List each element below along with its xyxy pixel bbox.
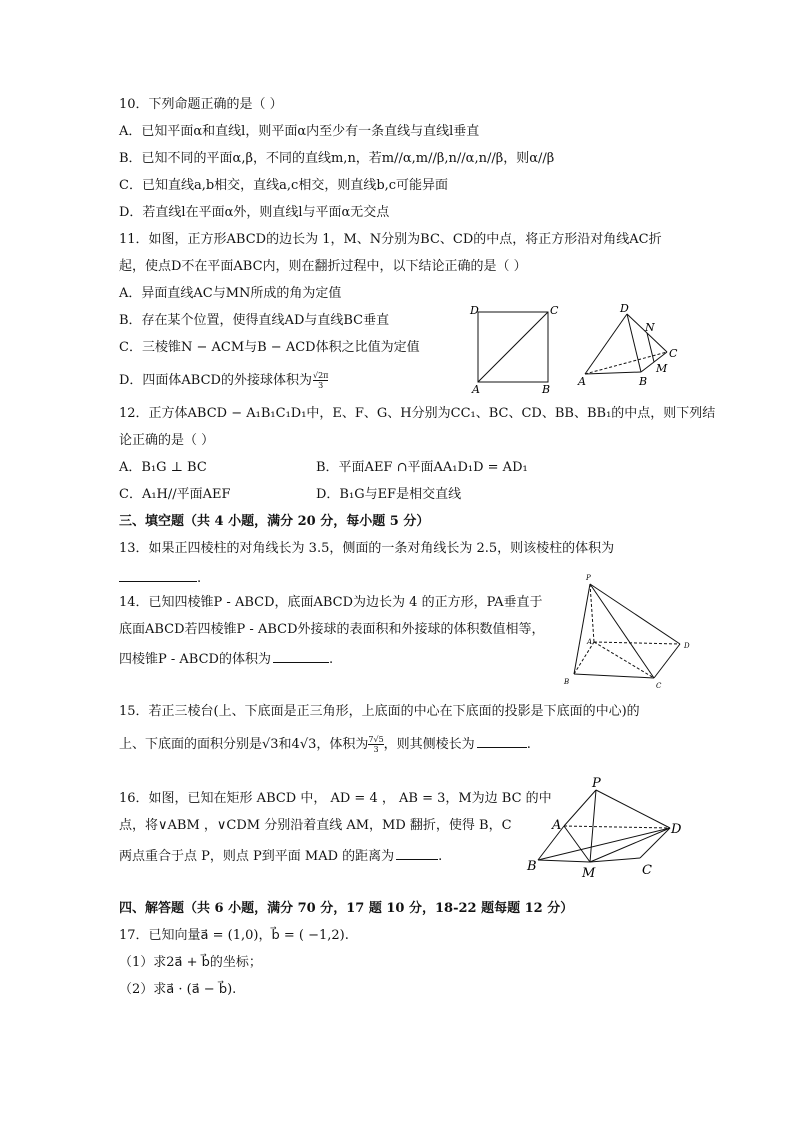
q15-line2-post: ，则其侧棱长为	[383, 737, 475, 752]
q13-stem: 13．如果正四棱柱的对角线长为 3.5，侧面的一条对角线长为 2.5，则该棱柱的体积为	[119, 541, 615, 556]
label-b: B	[542, 383, 551, 396]
q12-stem-line1: 12．正方体ABCD − A₁B₁C₁D₁中，E、F、G、H分别为CC₁、BC、CD、BB、BB₁的中点，则下列结	[119, 406, 716, 421]
q11-square-figure	[470, 302, 560, 394]
label-p: P	[586, 574, 591, 582]
q11-fraction-denominator: 3	[318, 381, 324, 390]
label-c: C	[642, 863, 652, 878]
section-fill-in-heading: 三、填空题（共 4 小题，满分 20 分，每小题 5 分）	[119, 514, 430, 529]
label-m: M	[656, 362, 668, 375]
label-a: A	[552, 818, 562, 833]
label-d: D	[470, 304, 479, 317]
q10-option-d: D．若直线l在平面α外，则直线l与平面α无交点	[119, 205, 390, 220]
q11-stem-line1: 11．如图，正方形ABCD的边长为 1，M、N分别为BC、CD的中点，将正方形沿对角线AC折	[119, 232, 662, 247]
q11-option-d	[119, 371, 328, 390]
q14-pyramid-figure	[560, 572, 700, 690]
label-c: C	[550, 304, 559, 317]
label-n: N	[645, 321, 655, 334]
label-p: P	[592, 776, 601, 791]
q16-line3	[119, 845, 442, 866]
q14-answer-blank[interactable]	[273, 648, 329, 663]
q13-answer-line	[119, 567, 201, 588]
q17-stem: 17．已知向量a⃗ = (1,0)，b⃗ = ( −1,2).	[119, 928, 349, 943]
q10-option-c: C．已知直线a,b相交，直线a,c相交，则直线b,c可能异面	[119, 178, 449, 193]
label-c: C	[656, 682, 662, 690]
q12-option-c: C．A₁H//平面AEF	[119, 487, 231, 502]
q15-fraction-numerator: 7√5	[368, 735, 384, 744]
q14-tail: .	[328, 652, 334, 667]
q12-option-b: B．平面AEF ∩平面AA₁D₁D = AD₁	[316, 460, 528, 475]
square-diagonal	[478, 312, 548, 382]
q12-stem-line2: 论正确的是（ ）	[119, 433, 215, 448]
q11-option-b: B．存在某个位置，使得直线AD与直线BC垂直	[119, 313, 390, 328]
q14-line2: 底面ABCD若四棱锥P - ABCD外接球的表面积和外接球的体积数值相等，	[119, 622, 545, 637]
q11-option-c: C．三棱锥N − ACM与B − ACD体积之比值为定值	[119, 340, 420, 355]
label-b: B	[527, 859, 537, 874]
q17-part2: （2）求a⃗ · (a⃗ − b⃗).	[119, 982, 237, 997]
q16-line3-text: 两点重合于点 P，则点 P到平面 MAD 的距离为	[119, 849, 395, 864]
section-solution-heading: 四、解答题（共 6 小题，满分 70 分，17 题 10 分，18-22 题每题 12 分）	[119, 901, 574, 916]
label-d: D	[620, 302, 629, 315]
q11-stem-line2: 起，使点D不在平面ABC内，则在翻折过程中，以下结论正确的是（ ）	[119, 259, 527, 274]
q10-option-a: A．已知平面α和直线l，则平面α内至少有一条直线与直线l垂直	[119, 124, 480, 139]
q10-option-b: B．已知不同的平面α,β，不同的直线m,n，若m//α,m//β,n//α,n//β，则α//β	[119, 151, 555, 166]
q15-line2	[119, 733, 531, 754]
q13-answer-blank[interactable]	[119, 567, 197, 582]
q12-option-d: D．B₁G与EF是相交直线	[316, 487, 462, 502]
q13-tail: .	[197, 571, 202, 586]
q14-line1: 14．已知四棱锥P - ABCD，底面ABCD为边长为 4 的正方形，PA垂直于	[119, 595, 543, 610]
q15-fraction	[368, 735, 383, 754]
q16-answer-blank[interactable]	[396, 845, 438, 860]
q11-tetrahedron-figure	[575, 300, 687, 392]
label-d: D	[671, 822, 682, 837]
q14-line3-text: 四棱锥P - ABCD的体积为	[119, 652, 271, 667]
label-d: D	[684, 642, 690, 650]
label-a: A	[472, 383, 480, 396]
q10-stem: 10．下列命题正确的是（ ）	[119, 97, 283, 112]
q16-line2: 点，将∨ABM ，∨CDM 分别沿着直线 AM，MD 翻折，使得 B，C	[119, 818, 512, 833]
q17-part1: （1）求2a⃗ + b⃗的坐标；	[119, 955, 262, 970]
q15-line1: 15．若正三棱台(上、下底面是正三角形，上底面的中心在下底面的投影是下底面的中心)的	[119, 704, 640, 719]
q14-line3	[119, 648, 333, 669]
q16-line1: 16．如图，已知在矩形 ABCD 中， AD = 4 ， AB = 3，M为边 BC 的中	[119, 791, 552, 806]
label-a: A	[578, 375, 586, 388]
label-c: C	[669, 347, 678, 360]
q15-answer-blank[interactable]	[477, 733, 527, 748]
q11-option-a: A．异面直线AC与MN所成的角为定值	[119, 286, 342, 301]
q12-option-a: A．B₁G ⊥ BC	[119, 460, 207, 475]
q11-fraction-numerator: √2π	[312, 371, 329, 380]
label-m: M	[582, 866, 596, 881]
label-b: B	[639, 375, 648, 388]
q15-tail: .	[526, 737, 531, 752]
q16-fold-figure	[524, 774, 696, 882]
q15-fraction-denominator: 3	[373, 745, 379, 754]
label-a: A	[587, 638, 593, 646]
q16-tail: .	[438, 849, 443, 864]
q11-option-d-fraction	[313, 371, 328, 390]
label-b: B	[564, 678, 570, 686]
q15-line2-text: 上、下底面的面积分别是√3和4√3，体积为	[119, 737, 369, 752]
q11-option-d-text: D．四面体ABCD的外接球体积为	[119, 373, 312, 388]
